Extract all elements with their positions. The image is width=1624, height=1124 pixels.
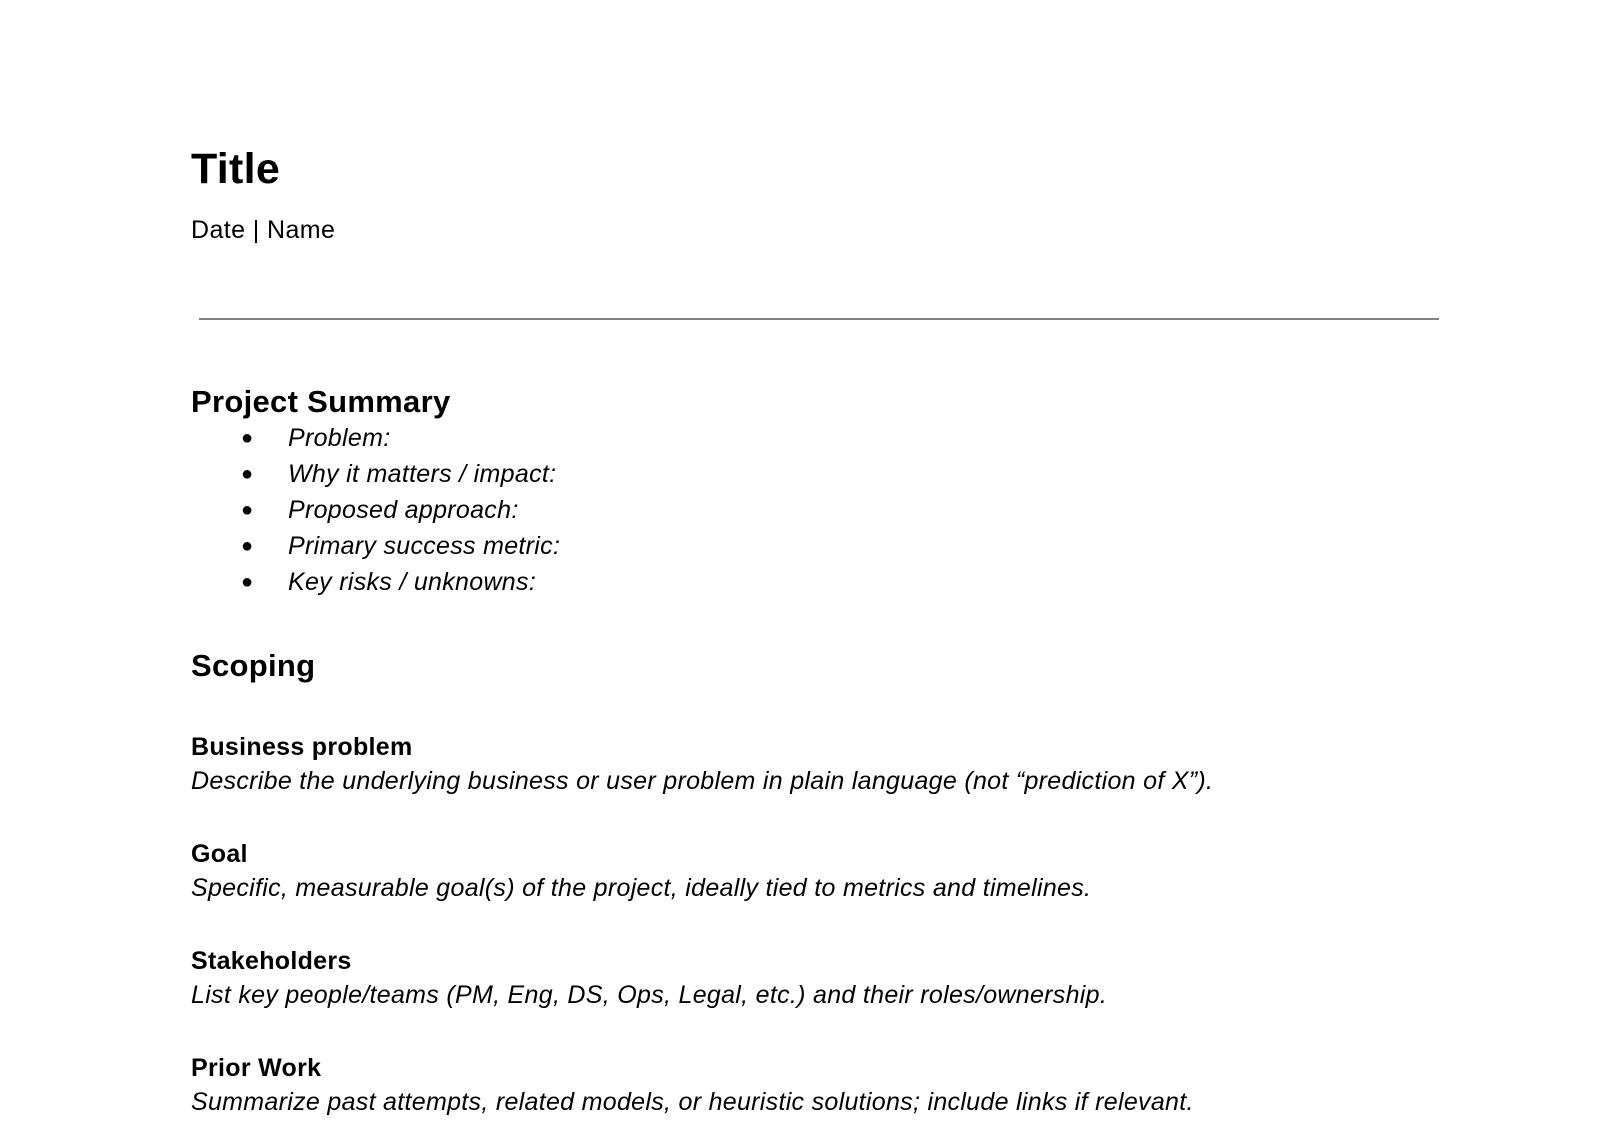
list-item xyxy=(191,492,560,528)
bullet-icon: ● xyxy=(241,535,254,557)
list-item-text: Proposed approach: xyxy=(288,496,519,524)
project-summary-list xyxy=(191,420,560,600)
subheading-goal: Goal xyxy=(191,840,248,868)
doc-title: Title xyxy=(191,145,281,193)
bullet-icon: ● xyxy=(241,427,254,449)
bullet-icon: ● xyxy=(241,463,254,485)
subheading-business-problem: Business problem xyxy=(191,733,413,761)
subheading-stakeholders: Stakeholders xyxy=(191,947,352,975)
list-item xyxy=(191,456,560,492)
list-item xyxy=(191,528,560,564)
list-item-text: Why it matters / impact: xyxy=(288,460,557,488)
subheading-prior-work: Prior Work xyxy=(191,1054,322,1082)
list-item-text: Primary success metric: xyxy=(288,532,561,560)
list-item-text: Key risks / unknowns: xyxy=(288,568,537,596)
bullet-icon: ● xyxy=(241,499,254,521)
doc-date-name: Date | Name xyxy=(191,216,336,244)
list-item xyxy=(191,564,560,600)
horizontal-divider xyxy=(199,318,1439,320)
description-goal: Specific, measurable goal(s) of the project, ideally tied to metrics and timelines. xyxy=(191,874,1092,902)
description-prior-work: Summarize past attempts, related models, or heuristic solutions; include links if relevant. xyxy=(191,1088,1194,1116)
list-item-text: Problem: xyxy=(288,424,391,452)
description-stakeholders: List key people/teams (PM, Eng, DS, Ops, Legal, etc.) and their roles/ownership. xyxy=(191,981,1108,1009)
bullet-icon: ● xyxy=(241,571,254,593)
section-heading-project-summary: Project Summary xyxy=(191,384,451,419)
section-heading-scoping: Scoping xyxy=(191,648,316,683)
description-business-problem: Describe the underlying business or user problem in plain language (not “prediction of X”). xyxy=(191,767,1214,795)
list-item xyxy=(191,420,560,456)
